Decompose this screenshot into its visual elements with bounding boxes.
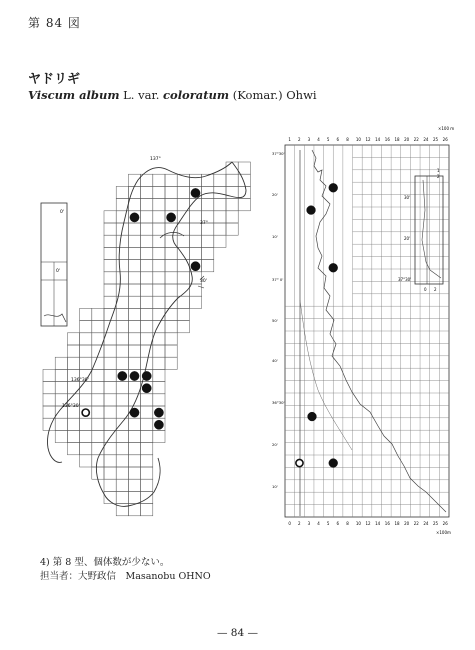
profile-lat-label: 20': [272, 192, 278, 197]
profile-top-tick: 26: [442, 137, 448, 142]
profile-bottom-tick: 12: [365, 521, 371, 526]
profile-lat-label: 10': [272, 234, 278, 239]
profile-bottom-tick: 8: [346, 521, 349, 526]
profile-top-unit: ×100 m: [438, 126, 455, 131]
profile-inset-lat-1: 30': [404, 195, 411, 200]
profile-inset-right-1: 1: [437, 168, 440, 173]
footnote: 4) 第 8 型、個体数が少ない。: [40, 557, 170, 568]
profile-bottom-ticks: [288, 521, 448, 526]
profile-marker-filled: [307, 206, 316, 215]
profile-inset: [398, 168, 443, 292]
inset-label-bottom: 0': [56, 269, 61, 274]
profile-top-tick: 25: [433, 137, 439, 142]
profile-bottom-tick: 4: [317, 521, 320, 526]
profile-bottom-tick: 20: [404, 521, 410, 526]
profile-top-tick: 24: [423, 137, 429, 142]
profile-markers: [296, 183, 338, 467]
profile-lat-label: 36°30': [272, 400, 285, 405]
profile-bottom-tick: 0: [288, 521, 291, 526]
profile-top-tick: 14: [375, 137, 381, 142]
lon-label-left-2: 136°30': [62, 404, 80, 409]
profile-bottom-tick: 14: [375, 521, 381, 526]
profile-marker-filled: [329, 459, 338, 468]
figure-label: 第 84 図: [28, 16, 81, 30]
profile-lat-label: 50': [272, 318, 278, 323]
profile-inset-lat-2: 20': [404, 236, 411, 241]
variety-name: coloratum: [163, 88, 230, 102]
profile-bottom-tick: 24: [423, 521, 429, 526]
profile-bottom-unit: ×100m: [436, 530, 451, 535]
profile-top-tick: 4: [317, 137, 320, 142]
profile-top-tick: 10: [355, 137, 361, 142]
profile-bottom-tick: 3: [307, 521, 311, 526]
lat-label-mid: 37°: [200, 221, 208, 226]
profile-inset-tick-0: 0: [424, 287, 427, 292]
profile-lat-label: 10': [272, 484, 278, 489]
profile-top-tick: 22: [413, 137, 419, 142]
inset-label-top: 0': [60, 210, 65, 215]
lon-label-top: 137°: [150, 157, 161, 162]
profile-lat-labels: [272, 151, 285, 489]
profile-bottom-tick: 6: [336, 521, 340, 526]
profile-inset-tick-2: 2: [434, 287, 437, 292]
profile-bottom-tick: 2: [297, 521, 301, 526]
credit-line: 担当者：大野政信 Masanobu OHNO: [40, 571, 211, 582]
profile-lat-label: 37°30': [272, 151, 285, 156]
profile-top-tick: 16: [384, 137, 390, 142]
profile-top-tick: 8: [346, 137, 349, 142]
profile-lat-label: 37° 0': [272, 277, 284, 282]
profile-top-tick: 3: [307, 137, 311, 142]
profile-lat-label: 40': [272, 358, 278, 363]
page-number: — 84 —: [216, 627, 259, 639]
japanese-species-name: ヤドリギ: [28, 72, 81, 87]
author-2: (Komar.) Ohwi: [232, 88, 317, 102]
profile-top-tick: 20: [404, 137, 410, 142]
profile-bottom-tick: 26: [442, 521, 448, 526]
profile-marker-filled: [308, 412, 317, 421]
profile-top-tick: 12: [365, 137, 371, 142]
profile-inset-lat-3: 37°30': [398, 277, 412, 282]
author-1: L.: [123, 88, 135, 102]
profile-top-ticks: [288, 137, 448, 142]
profile-top-tick: 5: [326, 137, 330, 142]
elevation-curve: [300, 150, 446, 516]
lon-label-mid: 30': [200, 279, 207, 284]
var-marker: var.: [138, 88, 160, 102]
profile-bottom-tick: 10: [355, 521, 361, 526]
profile-inset-right-2: 2: [437, 174, 440, 179]
lon-label-left-1: 136°30': [71, 378, 89, 383]
profile-top-tick: 1: [288, 137, 291, 142]
profile-bottom-tick: 22: [413, 521, 419, 526]
profile-bottom-tick: 16: [384, 521, 390, 526]
profile-lat-label: 20': [272, 442, 278, 447]
profile-marker-filled: [329, 263, 338, 272]
genus-species: Viscum album: [28, 88, 120, 102]
profile-top-tick: 2: [297, 137, 301, 142]
profile-top-tick: 6: [336, 137, 340, 142]
profile-bottom-tick: 25: [433, 521, 439, 526]
profile-marker-filled: [329, 183, 338, 192]
profile-marker-open: [296, 459, 303, 466]
profile-bottom-tick: 5: [326, 521, 330, 526]
profile-bottom-tick: 18: [394, 521, 400, 526]
profile-top-tick: 18: [394, 137, 400, 142]
